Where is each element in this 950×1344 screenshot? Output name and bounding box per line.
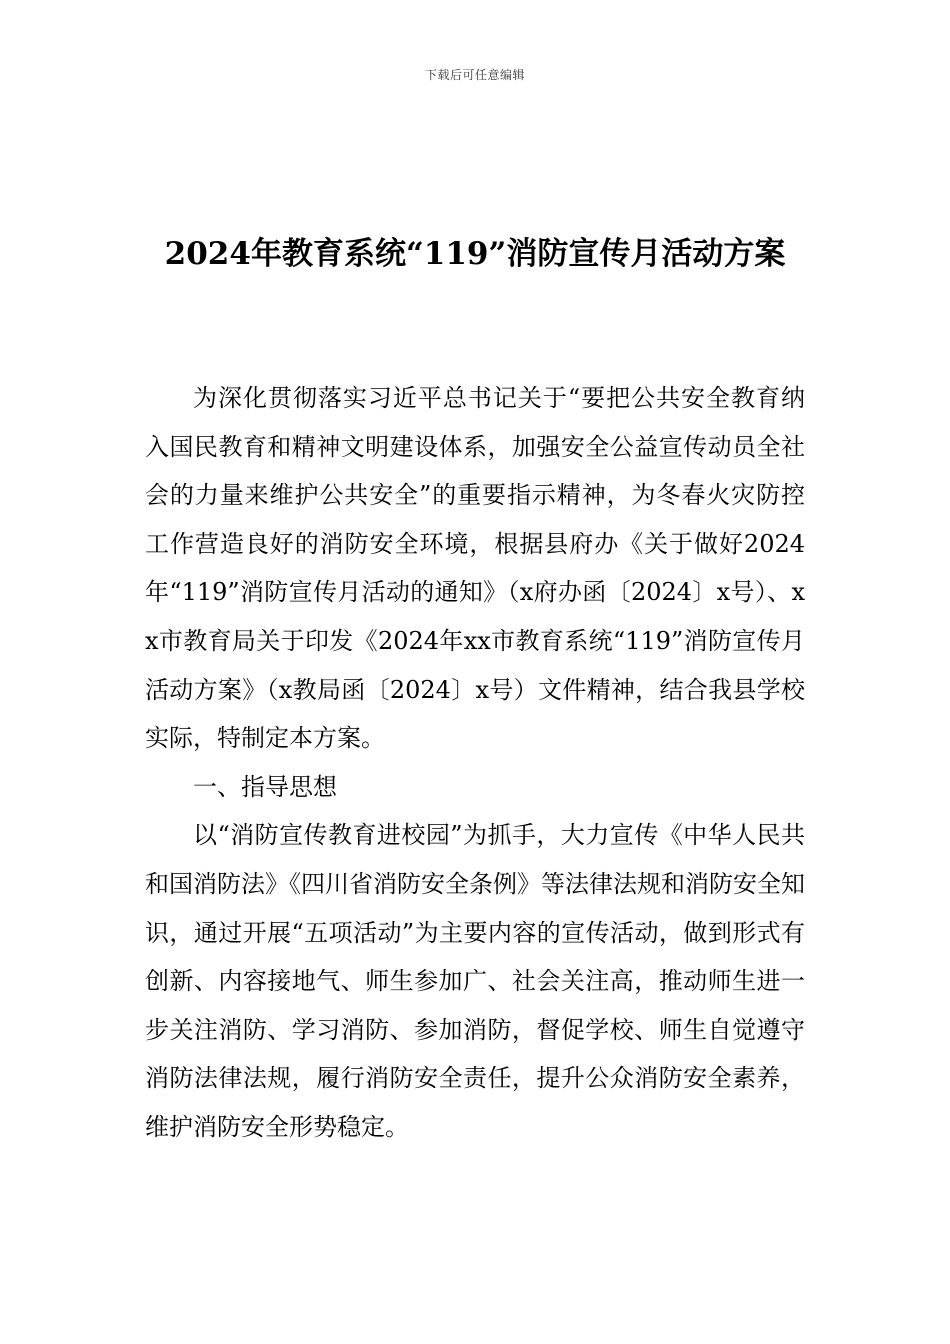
page-header-note: 下载后可任意编辑: [424, 68, 525, 82]
paragraph-intro: 为深化贯彻落实习近平总书记关于“要把公共安全教育纳入国民教育和精神文明建设体系，加强安全公益宣传动员全社会的力量来维护公共安全”的重要指示精神，为冬春火灾防控工作营造良好的消防安全环境，根据县府办《关于做好2024年“119”消防宣传月活动的通知》（x府办函〔2024〕x号）、xx市教育局关于印发《2024年xx市教育系统“119”消防宣传月活动方案》（x教局函〔2024〕x号）文件精神，结合我县学校实际，特制定本方案。: [145, 384, 805, 753]
section-heading-guiding-ideology: 一、指导思想: [193, 772, 337, 801]
document-title: 2024年教育系统“119”消防宣传月活动方案: [164, 236, 786, 272]
document-body: [145, 374, 805, 1152]
paragraph-guiding-ideology: 以“消防宣传教育进校园”为抓手，大力宣传《中华人民共和国消防法》《四川省消防安全条例》等法律法规和消防安全知识，通过开展“五项活动”为主要内容的宣传活动，做到形式有创新、内容接地气、师生参加广、社会关注高，推动师生进一步关注消防、学习消防、参加消防，督促学校、师生自觉遵守消防法律法规，履行消防安全责任，提升公众消防安全素养，维护消防安全形势稳定。: [145, 821, 805, 1141]
